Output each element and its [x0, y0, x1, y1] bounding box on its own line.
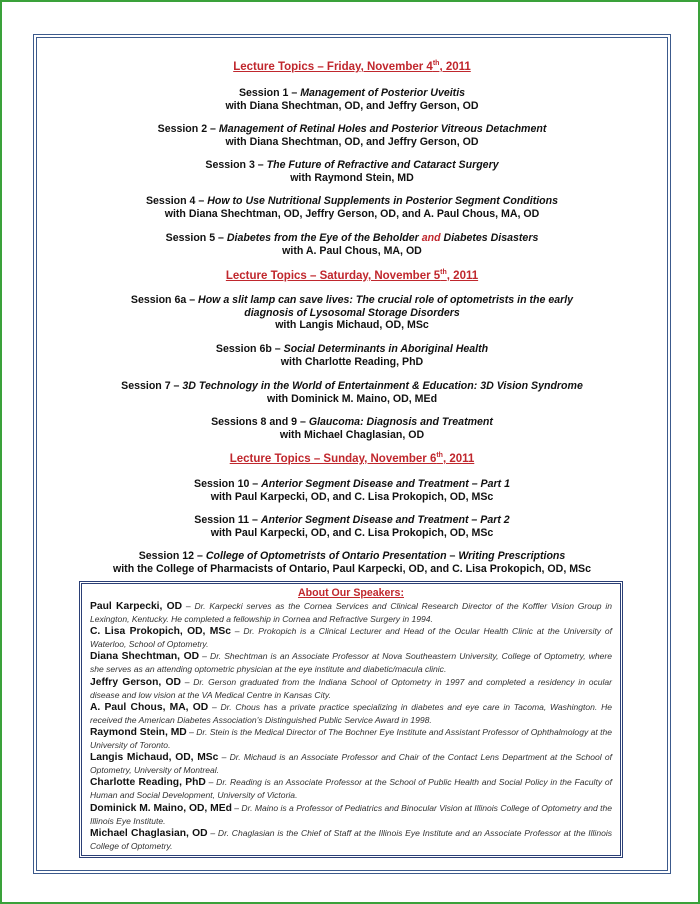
session-label: Session 7 – [121, 380, 183, 392]
session-title: Anterior Segment Disease and Treatment [260, 514, 469, 526]
session-7 [37, 380, 667, 405]
session-title: How to Use Nutritional Supplements in Posterior Segment Conditions [207, 195, 559, 207]
bio-shechtman [90, 650, 612, 675]
session-title: Diabetes from the Eye of the Beholder [226, 232, 422, 244]
heading-text-end: , 2011 [442, 452, 475, 465]
session-1 [37, 87, 667, 112]
session-speakers: with the College of Pharmacists of Ontario, Paul Karpecki, OD, and C. Lisa Prokopich, OD, MSc [113, 562, 591, 575]
session-title: 3D Technology in the World of Entertainment & Education: 3D Vision Syndrome [182, 380, 583, 392]
session-speakers: with A. Paul Chous, MA, OD [282, 244, 422, 257]
bio-name: A. Paul Chous, MA, OD [90, 701, 209, 713]
session-title: Management of Retinal Holes and Posterior Vitreous Detachment [218, 123, 547, 135]
day-heading-friday [37, 60, 667, 73]
session-speakers: with Paul Karpecki, OD, and C. Lisa Prokopich, OD, MSc [210, 526, 494, 539]
session-label: Session 2 – [157, 123, 219, 135]
bio-text: – Dr. Chous has a private practice specializing in diabetes and eye care in Tacoma, Washington. He received the American Diabetes Association’s Distinguished Public Service Award in 1998. [90, 701, 612, 725]
bio-prokopich [90, 625, 612, 650]
heading-text: Lecture Topics – Sunday, November 6 [229, 452, 437, 465]
session-title-end: Diabetes Disasters [440, 232, 539, 244]
session-speakers: with Raymond Stein, MD [290, 171, 414, 184]
bio-karpecki [90, 600, 612, 625]
speakers-box [79, 581, 623, 858]
bio-chous [90, 701, 612, 726]
flyer-page [33, 34, 671, 874]
session-title-end: Writing Prescriptions [458, 550, 566, 562]
session-5 [37, 232, 667, 257]
session-speakers: with Paul Karpecki, OD, and C. Lisa Prokopich, OD, MSc [210, 490, 494, 503]
session-3 [37, 159, 667, 184]
session-part: – Part 2 [468, 514, 510, 526]
heading-sup: th [432, 60, 440, 67]
bio-gerson [90, 676, 612, 701]
session-title: Anterior Segment Disease and Treatment [261, 478, 469, 490]
bio-text: – Dr. Stein is the Medical Director of The Bochner Eye Institute and Assistant Professor of Ophthalmology at the University of Toronto. [90, 726, 613, 751]
session-speakers: with Diana Shechtman, OD, and Jeffry Gerson, OD [225, 99, 479, 112]
heading-sup: th [436, 452, 443, 459]
session-title-line2: diagnosis of Lysosomal Storage Disorders [244, 306, 460, 319]
session-title-and: and [421, 232, 441, 244]
heading-text: Lecture Topics – Saturday, November 5 [225, 269, 441, 282]
bio-text: – Dr. Michaud is an Associate Professor and Chair of the Contact Lens Department at the School of Optometry, University of Montreal. [90, 752, 612, 776]
session-label: Session 5 – [165, 232, 227, 244]
session-label: Session 4 – [145, 195, 208, 207]
bio-name: Dominick M. Maino, OD, MEd [90, 802, 232, 814]
bio-name: Michael Chaglasian, OD [90, 827, 208, 839]
session-speakers: with Diana Shechtman, OD, Jeffry Gerson, OD, and A. Paul Chous, MA, OD [164, 207, 540, 220]
heading-text-end: , 2011 [439, 60, 471, 73]
bio-maino [90, 802, 612, 827]
session-label: Session 11 – [194, 514, 261, 526]
session-label: Session 10 – [194, 478, 262, 490]
session-part: – Part 1 [468, 478, 510, 490]
session-speakers: with Charlotte Reading, PhD [280, 355, 424, 368]
bio-reading [90, 776, 612, 801]
bio-name: Raymond Stein, MD [90, 726, 187, 738]
bio-name: C. Lisa Prokopich, OD, MSc [90, 626, 231, 638]
bio-stein [90, 726, 612, 751]
session-speakers: with Dominick M. Maino, OD, MEd [266, 392, 438, 405]
session-label: Session 1 – [238, 87, 301, 99]
session-8-9 [37, 416, 667, 441]
session-10 [37, 478, 667, 503]
bio-text: – Dr. Shechtman is an Associate Professor at Nova Southeastern University, College of Optometry, where she serves as an attending optometric physician at the eye institute and diabetic/macula clinic. [90, 651, 612, 675]
session-title: Management of Posterior Uveitis [300, 87, 466, 99]
session-6a [37, 294, 667, 332]
bio-text: – Dr. Maino is a Professor of Pediatrics and Binocular Vision at Illinois College of Optometry and the Illinois Eye Institute. [90, 802, 612, 826]
session-speakers: with Diana Shechtman, OD, and Jeffry Gerson, OD [225, 135, 479, 148]
session-2 [37, 123, 667, 148]
session-title: How a slit lamp can save lives: The crucial role of optometrists in the early [198, 294, 574, 306]
session-12 [37, 550, 667, 575]
session-dash: – [446, 550, 459, 562]
bio-name: Charlotte Reading, PhD [90, 777, 206, 789]
bio-text: – Dr. Chaglasian is the Chief of Staff at the Illinois Eye Institute and an Associate Professor at the Illinois College of Optometry. [90, 827, 612, 851]
bio-name: Diana Shechtman, OD [90, 651, 200, 663]
speakers-heading: About Our Speakers: [298, 587, 404, 599]
session-title: Glaucoma: Diagnosis and Treatment [308, 416, 493, 428]
bio-text: – Dr. Gerson graduated from the Indiana School of Optometry in 1997 and completed a residency in ocular disease and low vision at the VA Medical Centre in Kansas City. [90, 676, 612, 700]
session-title: The Future of Refractive and Cataract Surgery [266, 159, 499, 171]
bio-name: Langis Michaud, OD, MSc [90, 752, 219, 764]
bio-text: – Dr. Reading is an Associate Professor at the School of Public Health and Social Policy in the Faculty of Human and Social Development, University of Victoria. [90, 777, 613, 801]
session-speakers: with Michael Chaglasian, OD [279, 428, 425, 441]
session-label: Session 6a – [130, 294, 199, 306]
day-heading-sunday [37, 452, 667, 465]
bio-name: Paul Karpecki, OD [90, 601, 183, 612]
session-title: College of Optometrists of Ontario Presentation [205, 550, 447, 562]
session-label: Sessions 8 and 9 – [211, 416, 309, 428]
bio-name: Jeffry Gerson, OD [90, 676, 181, 688]
bio-text: – Dr. Karpecki serves as the Cornea Services and Clinical Research Director of the Koffler Vision Group in Lexington, Kentucky. He completed a fellowship in Cornea and Refractive Surgery in 1994. [90, 601, 612, 625]
bio-michaud [90, 751, 612, 776]
session-speakers: with Langis Michaud, OD, MSc [275, 319, 429, 331]
heading-sup: th [440, 269, 447, 276]
heading-text: Lecture Topics – Friday, November 4 [233, 60, 433, 73]
session-6b [37, 343, 667, 368]
session-title: Social Determinants in Aboriginal Health [283, 343, 489, 355]
day-heading-saturday [37, 269, 667, 282]
session-11 [37, 514, 667, 539]
session-label: Session 6b – [215, 343, 284, 355]
heading-text-end: , 2011 [446, 269, 479, 282]
bio-chaglasian [90, 827, 612, 852]
session-4 [37, 195, 667, 220]
bio-text: – Dr. Prokopich is a Clinical Lecturer and Head of the Ocular Health Clinic at the University of Waterloo, School of Optometry. [90, 626, 613, 650]
session-label: Session 12 – [138, 550, 206, 562]
session-label: Session 3 – [205, 159, 267, 171]
